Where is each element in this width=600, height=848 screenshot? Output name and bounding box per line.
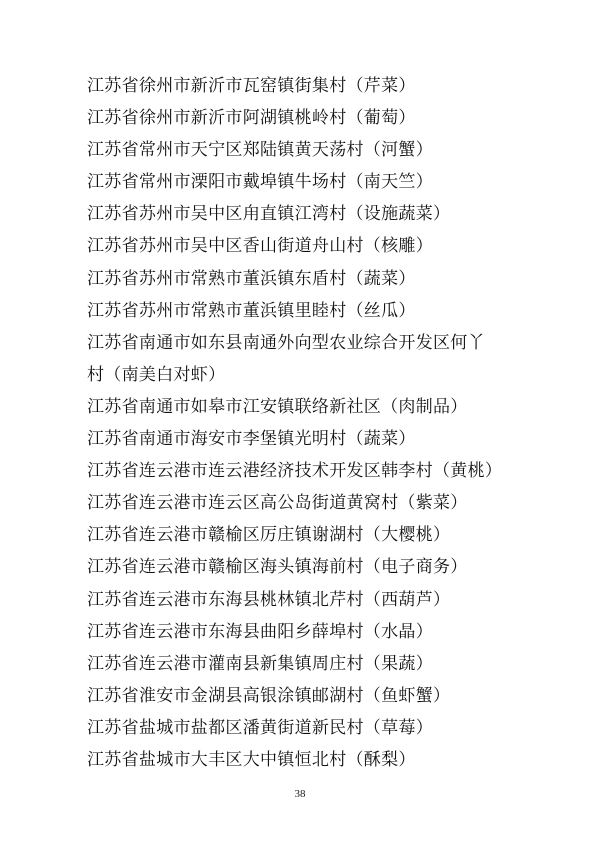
list-item: 江苏省连云港市连云区高公岛街道黄窝村（紫菜） [87, 493, 468, 514]
list-item: 江苏省连云港市赣榆区海头镇海前村（电子商务） [87, 557, 468, 578]
list-item: 江苏省苏州市常熟市董浜镇里睦村（丝瓜） [87, 300, 416, 321]
list-item: 江苏省盐城市大丰区大中镇恒北村（酥梨） [87, 749, 416, 770]
list-item: 江苏省南通市海安市李堡镇光明村（蔬菜） [87, 429, 416, 450]
list-item: 江苏省苏州市吴中区香山街道舟山村（核雕） [87, 236, 433, 257]
list-item: 江苏省常州市溧阳市戴埠镇牛场村（南天竺） [87, 172, 433, 193]
list-item: 江苏省连云港市东海县曲阳乡薛埠村（水晶） [87, 621, 433, 642]
list-item: 江苏省苏州市常熟市董浜镇东盾村（蔬菜） [87, 268, 416, 289]
list-item: 江苏省淮安市金湖县高银涂镇邮湖村（鱼虾蟹） [87, 685, 451, 706]
list-item-continuation: 村（南美白对虾） [87, 364, 226, 385]
list-item: 江苏省南通市如皋市江安镇联络新社区（肉制品） [87, 396, 468, 417]
list-item: 江苏省徐州市新沂市阿湖镇桃岭村（葡萄） [87, 108, 416, 129]
list-item: 江苏省徐州市新沂市瓦窑镇街集村（芹菜） [87, 76, 416, 96]
list-item: 江苏省南通市如东县南通外向型农业综合开发区何丫 [87, 332, 485, 353]
list-item: 江苏省苏州市吴中区甪直镇江湾村（设施蔬菜） [87, 204, 451, 225]
village-list [87, 70, 507, 776]
list-item: 江苏省连云港市连云港经济技术开发区韩李村（黄桃） [87, 461, 503, 482]
list-item: 江苏省盐城市盐都区潘黄街道新民村（草莓） [87, 717, 433, 738]
list-item: 江苏省常州市天宁区郑陆镇黄天荡村（河蟹） [87, 140, 433, 161]
page-number: 38 [294, 788, 306, 800]
list-item: 江苏省连云港市灌南县新集镇周庄村（果蔬） [87, 653, 433, 674]
list-item: 江苏省连云港市赣榆区厉庄镇谢湖村（大樱桃） [87, 525, 451, 546]
list-item: 江苏省连云港市东海县桃林镇北芹村（西葫芦） [87, 589, 451, 610]
